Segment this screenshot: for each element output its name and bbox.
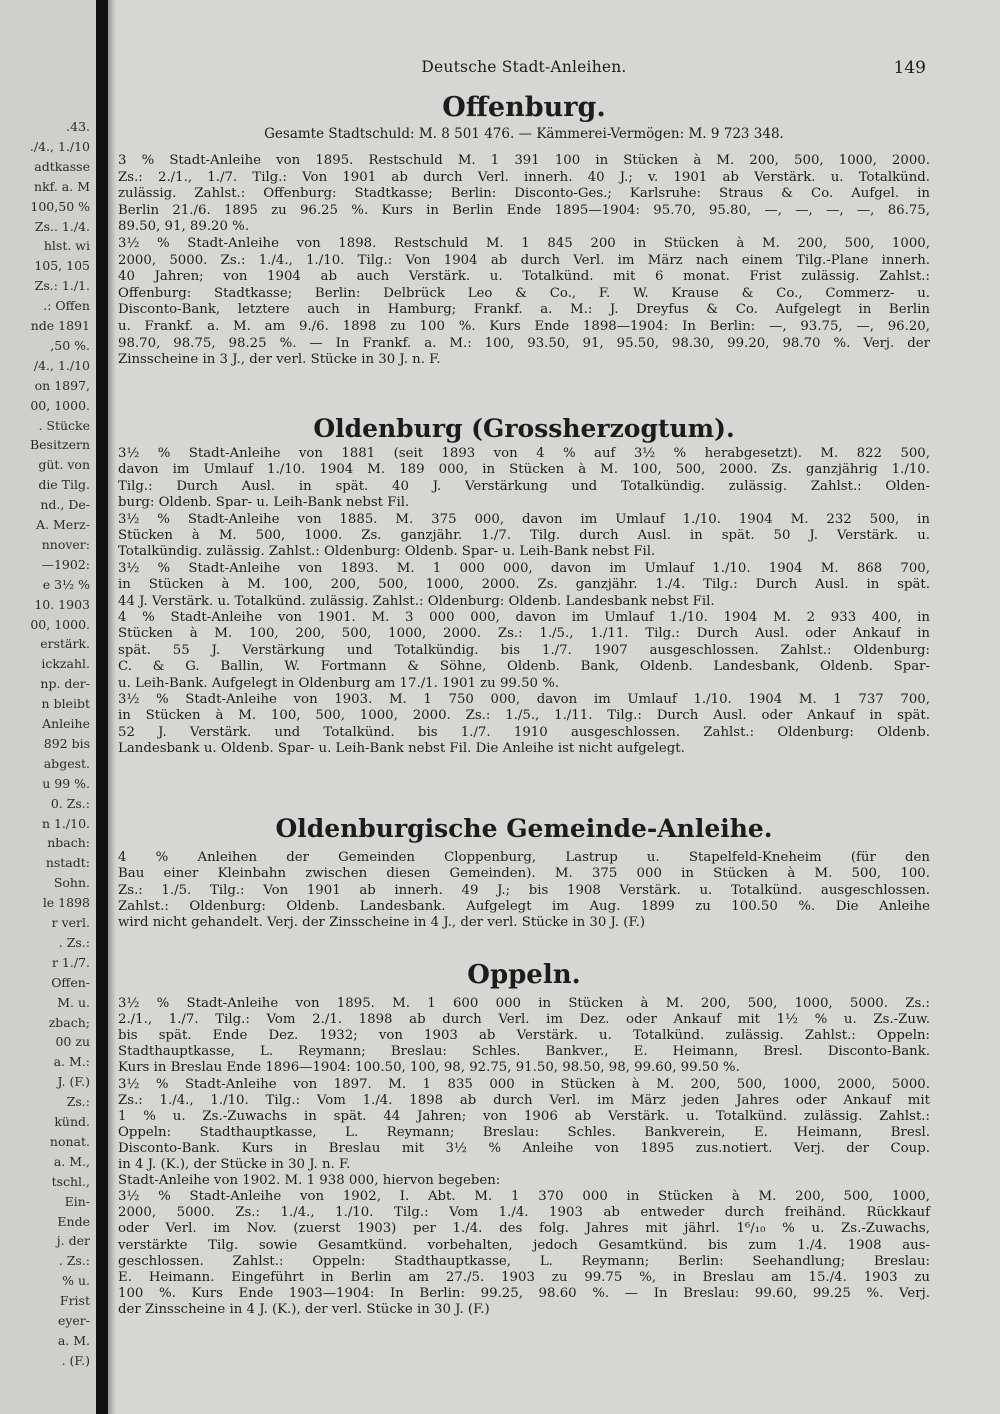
- text-line: 2000, 5000. Zs.: 1./4., 1./10. Tilg.: Von 1904 ab durch Verl. im März nach einem Tilg.-Plane innerh.: [118, 252, 930, 268]
- text-line: 3½ % Stadt-Anleihe von 1895. M. 1 600 000 in Stücken à M. 200, 500, 1000, 5000. Zs.:: [118, 996, 930, 1011]
- left-page-fragment-line: n 1./10.: [41, 815, 90, 831]
- section-title: Oldenburgische Gemeinde-Anleihe.: [275, 814, 773, 843]
- running-title: Deutsche Stadt-Anleihen.: [421, 58, 627, 76]
- text-line: 4 % Anleihen der Gemeinden Cloppenburg, Lastrup u. Stapelfeld-Kneheim (für den: [118, 850, 930, 865]
- text-line: 3½ % Stadt-Anleihe von 1885. M. 375 000, davon im Umlauf 1./10. 1904 M. 232 500, in: [118, 511, 930, 527]
- left-page-fragment-line: a. M.: [57, 1332, 90, 1348]
- left-page-fragment-line: . (F.): [61, 1352, 90, 1368]
- text-line: 3½ % Stadt-Anleihe von 1898. Restschuld M. 1 845 200 in Stücken à M. 200, 500, 1000,: [118, 236, 930, 251]
- text-line: Disconto-Bank, letztere auch in Hamburg; Frankf. a. M.: J. Dreyfus & Co. Aufgelegt in Berlin: [118, 302, 930, 318]
- left-page-fragment-line: 105, 105: [34, 258, 90, 274]
- left-page-fragment-line: Sohn.: [53, 875, 90, 891]
- section-title: Oldenburg (Grossherzogtum).: [313, 414, 735, 443]
- text-line: u. Frankf. a. M. am 9./6. 1898 zu 100 %. Kurs Ende 1898—1904: In Berlin: —, 93.75, —, 96.20,: [118, 319, 930, 334]
- left-page-fragment-line: nd., De-: [40, 497, 90, 513]
- left-page-fragment-line: r 1./7.: [51, 954, 90, 970]
- left-page-fragment-line: le 1898: [42, 895, 90, 911]
- left-page-fragment-line: erstärk.: [40, 636, 90, 652]
- left-page-fragment-line: Besitzern: [29, 437, 90, 453]
- text-line: 1 % u. Zs.-Zuwachs in spät. 44 Jahren; von 1906 ab Verstärk. u. Totalkünd. zulässig. Zahlst.:: [118, 1108, 930, 1124]
- left-page-fragment-line: zbach;: [48, 1014, 90, 1030]
- text-line: zulässig. Zahlst.: Offenburg: Stadtkasse; Berlin: Disconto-Ges.; Karlsruhe: Straus & Co. Aufgel. in: [118, 186, 930, 202]
- text-line: 3½ % Stadt-Anleihe von 1902, I. Abt. M. 1 370 000 in Stücken à M. 200, 500, 1000,: [118, 1189, 930, 1205]
- text-line: E. Heimann. Eingeführt in Berlin am 27./5. 1903 zu 99.75 %, in Breslau am 15./4. 1903 zu: [118, 1269, 930, 1285]
- text-line: C. & G. Ballin, W. Fortmann & Söhne, Oldenb. Bank, Oldenb. Landesbank, Oldenb. Spar-: [118, 659, 930, 675]
- binding-shadow: [108, 0, 116, 1414]
- left-page-fragment-line: die Tilg.: [38, 477, 90, 493]
- text-line: bis spät. Ende Dez. 1932; von 1903 ab Verstärk. u. Totalkünd. zulässig. Zahlst.: Oppeln:: [118, 1028, 930, 1044]
- left-page-fragment-line: Ende: [57, 1213, 90, 1229]
- text-line: 52 J. Verstärk. und Totalkünd. bis 1./7. 1910 ausgeschlossen. Zahlst.: Oldenburg: Oldenb.: [118, 724, 930, 740]
- left-page-fragment-line: J. (F.): [57, 1074, 90, 1090]
- left-page-fragment-line: 00, 1000.: [30, 616, 90, 632]
- text-line: 3 % Stadt-Anleihe von 1895. Restschuld M. 1 391 100 in Stücken à M. 200, 500, 1000, 2000.: [118, 153, 930, 168]
- left-page-fragment-line: ./4., 1./10: [29, 138, 90, 154]
- section-title: Offenburg.: [442, 92, 606, 123]
- left-page-fragment-line: .43.: [66, 119, 90, 134]
- book-binding: [96, 0, 108, 1414]
- left-page-fragment-line: —1902:: [41, 556, 90, 572]
- left-page-fragment-line: adtkasse: [34, 158, 90, 174]
- page-content: [118, 0, 930, 1414]
- left-page-fragment-line: nnover:: [41, 536, 90, 552]
- running-head: [118, 58, 930, 82]
- text-line: Zinsscheine in 3 J., der verl. Stücke in 30 J. n. F.: [118, 352, 441, 368]
- left-page-fragment-line: Ein-: [64, 1193, 90, 1209]
- text-line: spät. 55 J. Verstärkung und Totalkündig. bis 1./7. 1907 ausgeschlossen. Zahlst.: Oldenburg:: [118, 642, 930, 658]
- left-page-fragment-line: Zs.. 1./4.: [34, 218, 90, 234]
- left-page-fragment-line: Zs.: 1./1.: [34, 278, 90, 294]
- left-page-fragment-line: hlst. wi: [43, 238, 90, 254]
- left-page-fragment-line: A. Merz-: [36, 517, 90, 532]
- text-line: Offenburg: Stadtkasse; Berlin: Delbrück Leo & Co., F. W. Krause & Co., Commerz- u.: [118, 285, 930, 301]
- left-page-fragment-line: nde 1891: [30, 318, 90, 333]
- left-page-fragment-line: abgest.: [43, 755, 90, 771]
- left-page-fragment-line: % u.: [62, 1273, 90, 1289]
- text-line: 3½ % Stadt-Anleihe von 1897. M. 1 835 000 in Stücken à M. 200, 500, 1000, 2000, 5000.: [118, 1076, 930, 1092]
- left-page-fragment-line: 00 zu: [55, 1034, 90, 1050]
- left-page-fragment-line: on 1897,: [34, 377, 90, 393]
- text-line: 100 %. Kurs Ende 1903—1904: In Berlin: 99.25, 98.60 %. — In Breslau: 99.60, 99.25 %. Verj.: [118, 1285, 930, 1301]
- left-page-fragment-line: a. M.:: [53, 1054, 90, 1070]
- text-line: davon im Umlauf 1./10. 1904 M. 189 000, in Stücken à M. 100, 500, 2000. Zs. ganzjährig 1./10.: [118, 462, 930, 478]
- text-line: in 4 J. (K.), der Stücke in 30 J. n. F.: [118, 1157, 351, 1172]
- left-page-fragment-line: 0. Zs.:: [50, 795, 90, 811]
- text-line: Zs.: 1./4., 1./10. Tilg.: Vom 1./4. 1898 ab durch Verl. im März jeden Jahres oder Ankauf mit: [118, 1092, 930, 1108]
- section-title: Oppeln.: [467, 960, 581, 990]
- text-line: Zahlst.: Oldenburg: Oldenb. Landesbank. Aufgelegt im Aug. 1899 zu 100.50 %. Die Anleihe: [118, 898, 930, 914]
- left-page-fragment-line: 892 bis: [43, 735, 90, 751]
- left-page-fragment-line: /4., 1./10: [33, 357, 90, 373]
- left-page-fragment-line: ,50 %.: [50, 337, 90, 353]
- left-page-fragment-line: Offen-: [51, 974, 90, 990]
- left-page-fragment-line: r verl.: [51, 915, 90, 930]
- text-line: 98.70, 98.75, 98.25 %. — In Frankf. a. M.: 100, 93.50, 91, 95.50, 98.30, 99.20, 98.70 %. Verj. der: [118, 335, 930, 351]
- text-line: 3½ % Stadt-Anleihe von 1881 (seit 1893 von 4 % auf 3½ % herabgesetzt). M. 822 500,: [118, 446, 930, 461]
- text-line: verstärkte Tilg. sowie Gesamtkünd. vorbehalten, jedoch Gesamtkünd. bis zum 1./4. 1908 aus-: [118, 1237, 930, 1253]
- left-page-fragment-line: nbach:: [47, 835, 90, 851]
- text-line: 44 J. Verstärk. u. Totalkünd. zulässig. Zahlst.: Oldenburg: Oldenb. Landesbank nebst Fil.: [118, 593, 715, 609]
- text-line: wird nicht gehandelt. Verj. der Zinsscheine in 4 J., der verl. Stücke in 30 J. (F.): [118, 915, 646, 931]
- text-line: in Stücken à M. 100, 200, 500, 1000, 2000. Zs. ganzjähr. 1./4. Tilg.: Durch Ausl. in spät.: [118, 577, 930, 593]
- left-page-fragment-line: . Zs.:: [58, 1253, 90, 1269]
- left-page-fragment-line: nonat.: [49, 1133, 90, 1149]
- text-line: Bau einer Kleinbahn zwischen diesen Gemeinden). M. 375 000 in Stücken à M. 500, 100.: [118, 866, 930, 882]
- text-line: 3½ % Stadt-Anleihe von 1893. M. 1 000 000, davon im Umlauf 1./10. 1904 M. 868 700,: [118, 560, 930, 576]
- left-page-fragment-line: j. der: [56, 1233, 90, 1249]
- text-line: 4 % Stadt-Anleihe von 1901. M. 3 000 000, davon im Umlauf 1./10. 1904 M. 2 933 400, in: [118, 610, 930, 625]
- text-line: Tilg.: Durch Ausl. in spät. 40 J. Verstärkung und Totalkündig. zulässig. Zahlst.: Olden-: [118, 478, 930, 494]
- text-line: Berlin 21./6. 1895 zu 96.25 %. Kurs in Berlin Ende 1895—1904: 95.70, 95.80, —, —, —, —, 86.75,: [118, 202, 930, 218]
- left-page-fragment-line: Zs.:: [66, 1094, 90, 1110]
- left-page-fragment-line: np. der-: [40, 676, 90, 692]
- text-line: Zs.: 1./5. Tilg.: Von 1901 ab innerh. 49 J.; bis 1908 Verstärk. u. Totalkünd. ausgeschlossen.: [118, 882, 930, 898]
- left-page-fragment-line: . Stücke: [38, 417, 90, 433]
- left-page-fragment-line: 10. 1903: [34, 596, 90, 612]
- text-line: Disconto-Bank. Kurs in Breslau mit 3½ % Anleihe von 1895 zus.notiert. Verj. der Coup.: [118, 1140, 930, 1156]
- text-line: u. Leih-Bank. Aufgelegt in Oldenburg am 17./1. 1901 zu 99.50 %.: [118, 675, 560, 691]
- left-page-fragment-line: künd.: [54, 1114, 90, 1129]
- text-line: 2000, 5000. Zs.: 1./4., 1./10. Tilg.: Vom 1./4. 1903 ab entweder durch freihänd. Rückkauf: [118, 1205, 930, 1221]
- left-page-fragment-line: Frist: [59, 1293, 90, 1309]
- left-page-fragment: [0, 0, 96, 1414]
- left-page-fragment-line: nkf. a. M: [34, 178, 90, 194]
- text-line: in Stücken à M. 100, 500, 1000, 2000. Zs.: 1./5., 1./11. Tilg.: Durch Ausl. oder Ankauf in spät.: [118, 708, 930, 724]
- left-page-fragment-line: .: Offen: [43, 298, 90, 314]
- left-page-fragment-line: 100,50 %: [30, 198, 90, 214]
- left-page-fragment-line: a. M.,: [53, 1153, 90, 1169]
- left-page-fragment-line: Anleihe: [42, 716, 90, 731]
- left-page-fragment-line: tschl.,: [51, 1173, 90, 1189]
- text-line: geschlossen. Zahlst.: Oppeln: Stadthauptkasse, L. Reymann; Berlin: Seehandlung; Breslau:: [118, 1253, 930, 1269]
- left-page-fragment-line: u 99 %.: [42, 775, 90, 791]
- section-subtitle: Gesamte Stadtschuld: M. 8 501 476. — Kämmerei-Vermögen: M. 9 723 348.: [264, 126, 784, 142]
- text-line: 3½ % Stadt-Anleihe von 1903. M. 1 750 000, davon im Umlauf 1./10. 1904 M. 1 737 700,: [118, 692, 930, 707]
- text-line: Stadthauptkasse, L. Reymann; Breslau: Schles. Bankver., E. Heimann, Bresl. Disconto-Bank.: [118, 1044, 930, 1060]
- left-page-fragment-line: M. u.: [57, 994, 90, 1010]
- text-line: Stücken à M. 100, 200, 500, 1000, 2000. Zs.: 1./5., 1./11. Tilg.: Durch Ausl. oder Ankauf in: [118, 626, 930, 642]
- text-line: 2./1., 1./7. Tilg.: Vom 2./1. 1898 ab durch Verl. im Dez. oder Ankauf mit 1½ % u. Zs.-Zuw.: [118, 1012, 930, 1028]
- left-page-fragment-line: n bleibt: [41, 696, 90, 712]
- left-page-fragment-line: eyer-: [57, 1313, 90, 1328]
- text-line: 40 Jahren; von 1904 ab auch Verstärk. u. Totalkünd. mit 6 monat. Frist zulässig. Zahlst.:: [118, 269, 930, 285]
- text-line: der Zinsscheine in 4 J. (K.), der verl. Stücke in 30 J. (F.): [118, 1301, 490, 1317]
- left-page-fragment-line: e 3½ %: [42, 576, 90, 592]
- text-line: oder Verl. im Nov. (zuerst 1903) per 1./4. des folg. Jahres mit jährl. 1⁶/₁₀ % u. Zs.-Zuwachs,: [118, 1221, 930, 1237]
- left-page-fragment-line: . Zs.:: [58, 934, 90, 950]
- text-line: Oppeln: Stadthauptkasse, L. Reymann; Breslau: Schles. Bankverein, E. Heimann, Bresl.: [118, 1124, 930, 1140]
- left-page-fragment-line: ickzahl.: [41, 656, 90, 672]
- text-line: Stadt-Anleihe von 1902. M. 1 938 000, hiervon begeben:: [118, 1173, 501, 1189]
- text-line: Zs.: 2./1., 1./7. Tilg.: Von 1901 ab durch Verl. innerh. 40 J.; v. 1901 ab Verstärk. u. Totalkünd.: [118, 169, 930, 185]
- text-line: 89.50, 91, 89.20 %.: [118, 219, 250, 235]
- left-page-fragment-line: nstadt:: [45, 855, 90, 871]
- left-page-fragment-line: güt. von: [38, 457, 90, 473]
- text-line: Landesbank u. Oldenb. Spar- u. Leih-Bank nebst Fil. Die Anleihe ist nicht aufgelegt.: [118, 741, 685, 757]
- left-page-fragment-line: 00, 1000.: [30, 397, 90, 413]
- text-line: Kurs in Breslau Ende 1896—1904: 100.50, 100, 98, 92.75, 91.50, 98.50, 98, 99.60, 99.50 %.: [118, 1060, 740, 1076]
- text-line: burg: Oldenb. Spar- u. Leih-Bank nebst Fil.: [118, 495, 410, 511]
- text-line: Stücken à M. 500, 1000. Zs. ganzjähr. 1./7. Tilg. durch Ausl. in spät. 50 J. Verstärk. u.: [118, 528, 930, 543]
- text-line: Totalkündig. zulässig. Zahlst.: Oldenburg: Oldenb. Spar- u. Leih-Bank nebst Fil.: [118, 544, 656, 560]
- page-number: 149: [893, 58, 926, 78]
